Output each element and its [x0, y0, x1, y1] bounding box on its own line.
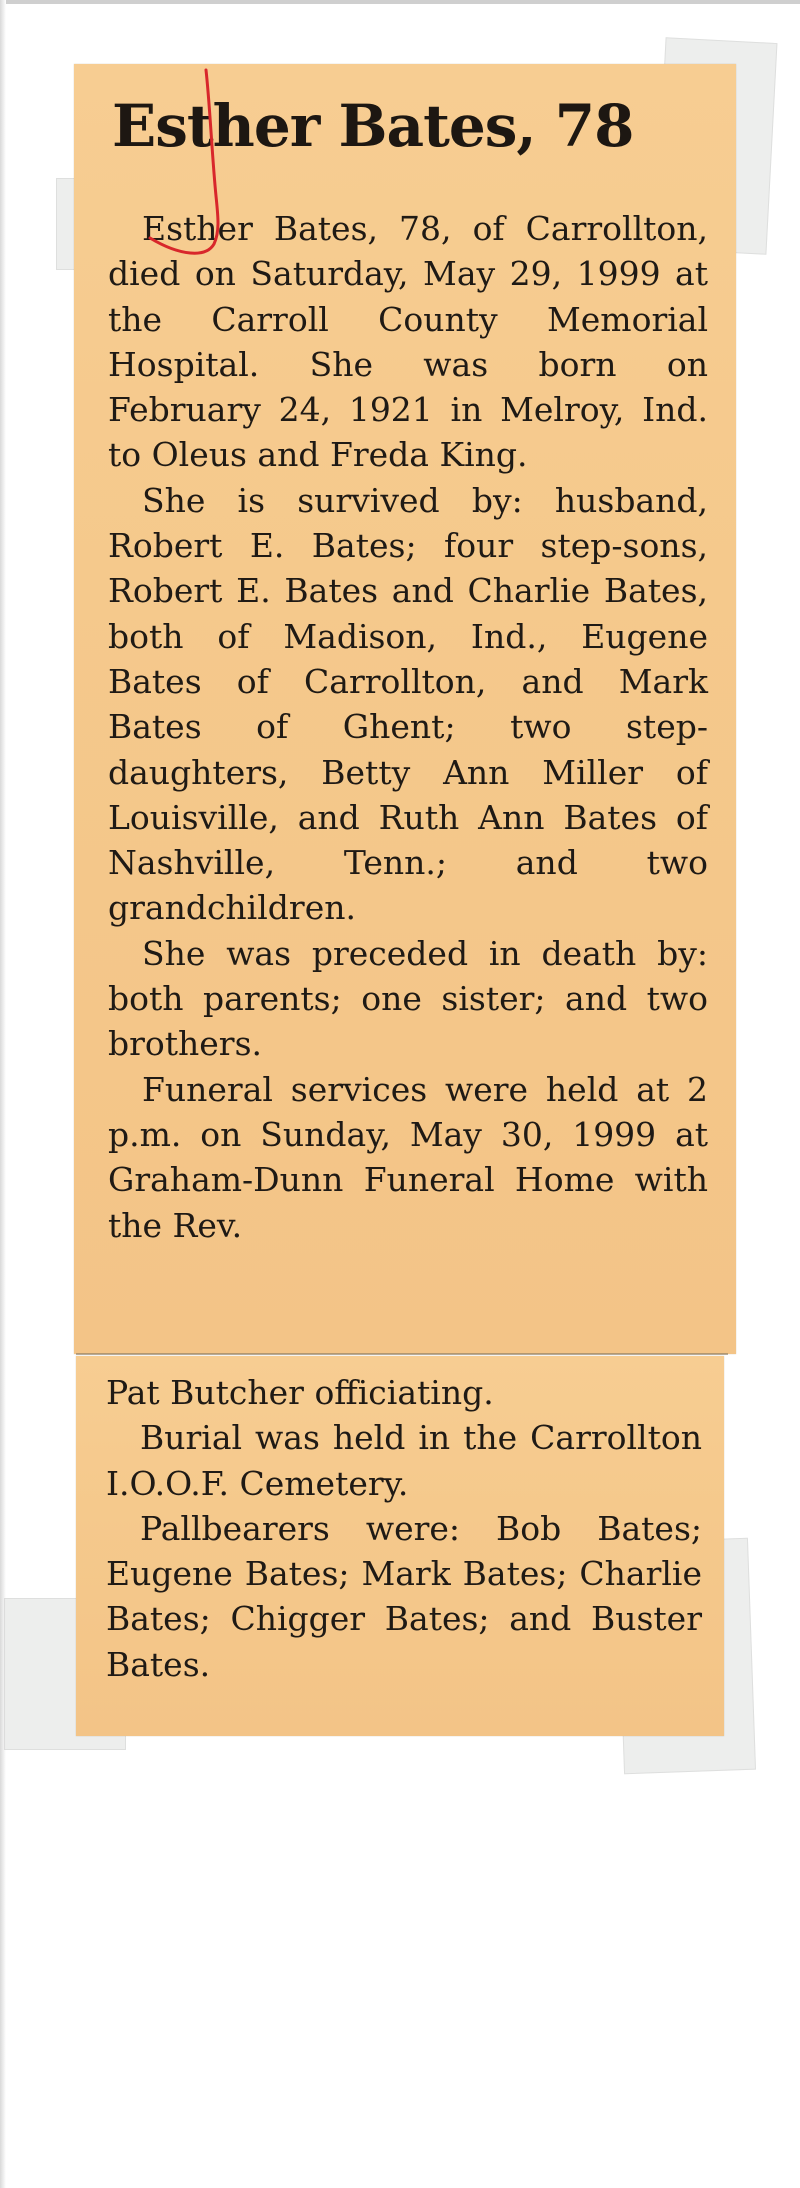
obituary-paragraph: She is survived by: husband, Robert E. Bates; four step-sons, Robert E. Bates and Charlie Bates, both of Madison, Ind., Eugene Bates of Carrollton, and Mark Bates of Ghent; two step-daughters, Betty Ann Miller of Louisville, and Ruth Ann Bates of Nashville, Tenn.; and two grandchildren.	[108, 480, 708, 928]
scan-top-edge	[0, 0, 800, 4]
scan-left-edge	[0, 0, 6, 2188]
obituary-body-upper	[108, 206, 708, 1248]
clipping-cut-line	[76, 1353, 728, 1355]
obituary-body-lower	[106, 1370, 702, 1687]
obituary-headline: Esther Bates, 78	[112, 92, 634, 160]
obituary-continuation-line: Pat Butcher officiating.	[106, 1373, 494, 1412]
obituary-paragraph: Pallbearers were: Bob Bates; Eugene Bates; Mark Bates; Charlie Bates; Chigger Bates; and Buster Bates.	[106, 1508, 702, 1684]
obituary-paragraph: She was preceded in death by: both parents; one sister; and two brothers.	[108, 933, 708, 1064]
obituary-paragraph: Funeral services were held at 2 p.m. on Sunday, May 30, 1999 at Graham-Dunn Funeral Home with the Rev.	[108, 1069, 708, 1245]
obituary-paragraph: Esther Bates, 78, of Carrollton, died on Saturday, May 29, 1999 at the Carroll County Memorial Hospital. She was born on February 24, 1921 in Melroy, Ind. to Oleus and Freda King.	[108, 209, 708, 475]
obituary-paragraph: Burial was held in the Carrollton I.O.O.F. Cemetery.	[106, 1418, 702, 1503]
